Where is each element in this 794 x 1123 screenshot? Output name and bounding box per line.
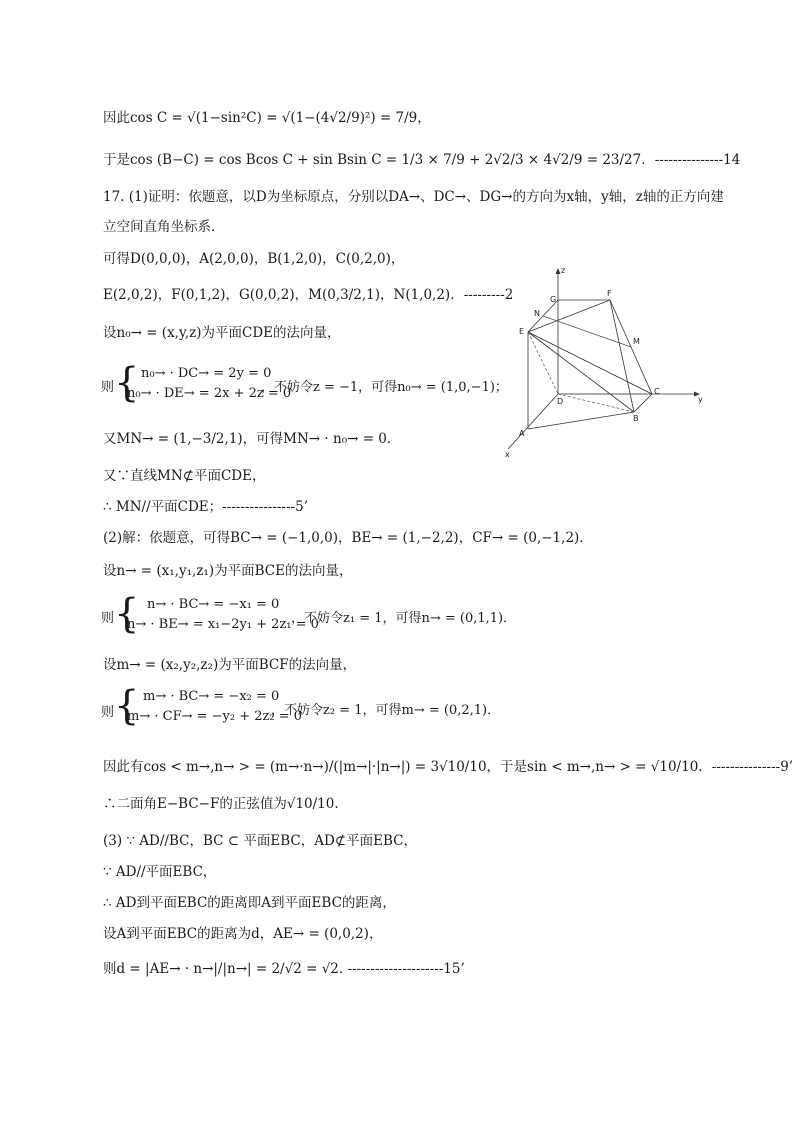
system-tail: ，不妨令z₁ = 1，可得n→ = (0,1,1)． [291,611,517,626]
system-row-2: m→ · CF→ = −y₂ + 2z₂ = 0 [127,709,302,724]
edge-BC [634,394,652,412]
label-z: z [561,266,566,275]
text-line-10: ∴ MN//平面CDE；----------------5’ [103,499,308,515]
edge-AB [528,412,634,429]
text-line-20: 则d = |AE→ · n→|/|n→| = 2/√2 = √2. ---------------------15’ [103,961,465,977]
system-row-1: n→ · BC→ = −x₁ = 0 [147,597,280,612]
edge-FB [610,300,634,412]
geometry-figure [500,264,710,460]
label-C: C [654,387,660,396]
label-y: y [698,395,703,404]
label-G: G [550,295,557,304]
edge-EF [528,300,610,332]
brace: { [114,360,140,406]
segment-NM [543,316,631,347]
equation-system-1 [101,360,508,410]
label-D: D [557,397,564,406]
text-line-3: 17. (1)证明：依题意，以D为坐标原点，分别以DA→、DC→、DG→的方向为x轴，y轴，z轴的正方向建 [103,189,724,205]
text-line-14: 因此有cos < m→,n→ > = (m→·n→)/(|m→|·|n→|) = 3√10/10，于是sin < m→,n→ > = √10/10．---------------9’ [103,759,794,775]
text-line-16: (3) ∵ AD//BC，BC ⊂ 平面EBC，AD⊄平面EBC， [103,833,417,849]
label-A: A [519,429,525,438]
label-B: B [633,414,639,423]
label-N: N [534,309,540,318]
text-line-5: 可得D(0,0,0)，A(2,0,0)，B(1,2,0)，C(0,2,0)， [103,251,405,267]
text-line-9: 又∵直线MN⊄平面CDE， [103,468,266,484]
text-line-1: 因此cos C = √(1−sin²C) = √(1−(4√2/9)²) = 7/9， [103,110,431,126]
system-row-2: n₀→ · DE→ = 2x + 2z = 0 [127,386,292,401]
system-tail: ，不妨令z₂ = 1，可得m→ = (0,2,1)． [271,703,501,718]
edge-EB [528,332,634,412]
label-M: M [633,337,640,346]
text-line-7: 设n₀→ = (x,y,z)为平面CDE的法向量， [103,325,341,341]
text-line-11: (2)解：依题意，可得BC→ = (−1,0,0)，BE→ = (1,−2,2)，CF→ = (0,−1,2)． [103,530,593,546]
text-line-15: ∴二面角E−BC−F的正弦值为√10/10. [103,796,339,812]
system-row-2: n→ · BE→ = x₁−2y₁ + 2z₁ = 0 [127,617,319,632]
text-line-8: 又MN→ = (1,−3/2,1)，可得MN→ · n₀→ = 0． [103,431,401,447]
text-line-17: ∵ AD//平面EBC， [103,864,217,880]
brace: { [114,591,140,637]
system-row-1: m→ · BC→ = −x₂ = 0 [143,689,280,704]
text-line-6: E(2,0,2)，F(0,1,2)，G(0,0,2)，M(0,3/2,1)，N(1,0,2)．---------2 [103,287,514,303]
label-x: x [505,450,510,459]
text-line-19: 设A到平面EBC的距离为d，AE→ = (0,0,2)， [103,926,383,942]
system-row-1: n₀→ · DC→ = 2y = 0 [141,366,272,381]
text-line-18: ∴ AD到平面EBC的距离即A到平面EBC的距离， [103,895,396,911]
z-axis-arrow [556,268,561,274]
equation-system-2 [101,591,523,641]
text-line-12: 设n→ = (x₁,y₁,z₁)为平面BCE的法向量， [103,563,353,579]
system-prefix: 则 [101,611,115,626]
label-F: F [607,289,612,298]
system-prefix: 则 [101,380,115,395]
system-prefix: 则 [101,705,115,720]
equation-system-3 [101,683,523,733]
edge-ED [528,332,558,394]
label-E: E [519,327,525,336]
brace: { [114,683,140,729]
text-line-2: 于是cos (B−C) = cos Bcos C + sin Bsin C = 1/3 × 7/9 + 2√2/3 × 4√2/9 = 23/27．---------------14 [103,152,741,168]
x-axis [508,394,558,449]
text-line-13: 设m→ = (x₂,y₂,z₂)为平面BCF的法向量， [103,657,357,673]
text-line-4: 立空间直角坐标系． [103,219,225,235]
system-tail: ，不妨令z = −1，可得n₀→ = (1,0,−1)； [261,380,508,395]
